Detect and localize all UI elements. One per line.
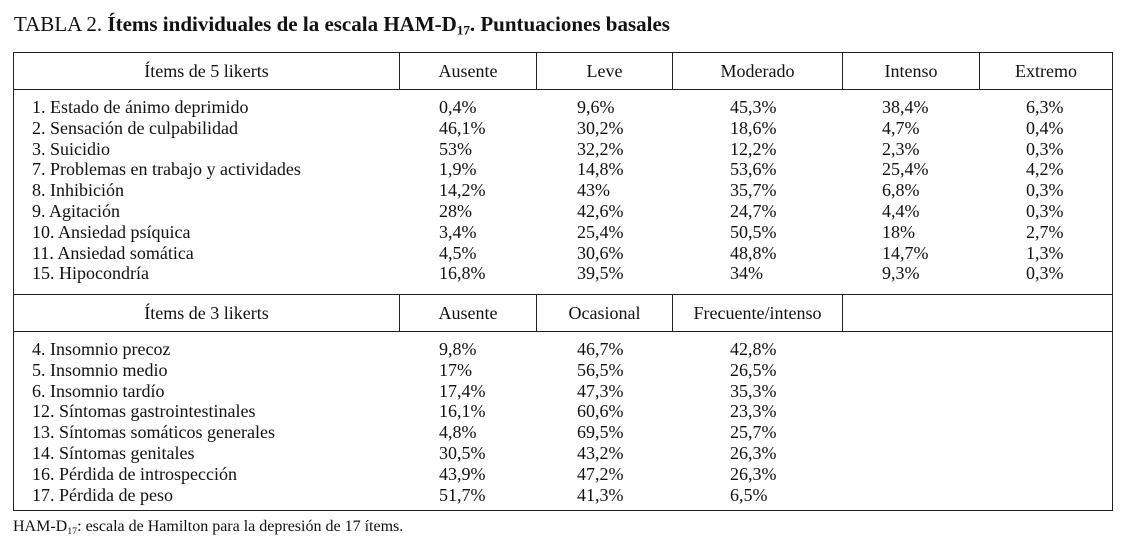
header-cell-empty (842, 295, 1112, 331)
value-cell: 6,3% (1026, 97, 1064, 117)
table-row (14, 360, 1112, 381)
value-cell: 39,5% (577, 263, 624, 284)
item-label: 1. Estado de ánimo deprimido (32, 97, 249, 117)
item-label: 7. Problemas en trabajo y actividades (32, 159, 301, 180)
item-label: 6. Insomnio tardío (32, 380, 165, 401)
value-cell: 56,5% (577, 359, 624, 380)
value-cell: 12,2% (730, 138, 777, 159)
value-cell: 46,7% (577, 339, 624, 359)
caption-prefix: TABLA 2. (14, 12, 103, 36)
value-cell: 17% (439, 359, 472, 380)
header-cell: Ítems de 5 likerts (144, 60, 269, 81)
table-row (14, 263, 1112, 284)
value-cell: 53% (439, 138, 472, 159)
item-label: 17. Pérdida de peso (32, 484, 173, 505)
value-cell: 53,6% (730, 159, 777, 180)
value-cell: 9,8% (439, 339, 477, 359)
value-cell: 69,5% (577, 422, 624, 443)
table-row (14, 443, 1112, 464)
value-cell: 0,3% (1026, 138, 1064, 159)
value-cell: 38,4% (882, 97, 929, 117)
value-cell: 24,7% (730, 200, 777, 221)
value-cell: 45,3% (730, 97, 777, 117)
header-cell: Ocasional (536, 295, 672, 331)
table-row (14, 401, 1112, 422)
header-cell: Intenso (842, 53, 979, 89)
value-cell: 4,7% (882, 117, 920, 138)
item-label: 10. Ansiedad psíquica (32, 221, 191, 242)
value-cell: 23,3% (730, 401, 777, 422)
value-cell: 0,4% (439, 97, 477, 117)
table-row (14, 339, 1112, 360)
value-cell: 17,4% (439, 380, 486, 401)
table-row (14, 381, 1112, 402)
value-cell: 2,7% (1026, 221, 1064, 242)
value-cell: 26,3% (730, 442, 777, 463)
value-cell: 47,2% (577, 463, 624, 484)
header-cell: Moderado (672, 53, 842, 89)
table-row (14, 422, 1112, 443)
header-cell: Ítems de 3 likerts (144, 302, 269, 323)
value-cell: 18% (882, 221, 915, 242)
value-cell: 35,7% (730, 180, 777, 201)
header-row-5-likerts (14, 53, 1112, 90)
value-cell: 9,3% (882, 263, 920, 284)
value-cell: 25,7% (730, 422, 777, 443)
value-cell: 18,6% (730, 117, 777, 138)
table-row (14, 159, 1112, 180)
item-label: 4. Insomnio precoz (32, 339, 171, 359)
value-cell: 48,8% (730, 242, 777, 263)
table-body-3-likerts (14, 339, 1112, 505)
value-cell: 4,5% (439, 242, 477, 263)
item-label: 14. Síntomas genitales (32, 442, 195, 463)
value-cell: 43,9% (439, 463, 486, 484)
table-row (14, 243, 1112, 264)
value-cell: 25,4% (577, 221, 624, 242)
value-cell: 16,8% (439, 263, 486, 284)
value-cell: 9,6% (577, 97, 615, 117)
value-cell: 43% (577, 180, 610, 201)
value-cell: 2,3% (882, 138, 920, 159)
value-cell: 14,7% (882, 242, 929, 263)
table-row (14, 201, 1112, 222)
value-cell: 35,3% (730, 380, 777, 401)
item-label: 8. Inhibición (32, 180, 124, 201)
value-cell: 34% (730, 263, 763, 284)
value-cell: 0,3% (1026, 200, 1064, 221)
caption-title: Ítems individuales de la escala HAM-$D_{17}$. Puntuaciones basales (107, 12, 670, 38)
item-label: 13. Síntomas somáticos generales (32, 422, 275, 443)
header-cell: Ausente (399, 53, 536, 89)
value-cell: 6,8% (882, 180, 920, 201)
value-cell: 32,2% (577, 138, 624, 159)
value-cell: 4,8% (439, 422, 477, 443)
item-label: 12. Síntomas gastrointestinales (32, 401, 256, 422)
value-cell: 46,1% (439, 117, 486, 138)
item-label: 2. Sensación de culpabilidad (32, 117, 238, 138)
value-cell: 6,5% (730, 484, 768, 505)
item-label: 11. Ansiedad somática (32, 242, 194, 263)
header-cell: Leve (536, 53, 672, 89)
table-row (14, 97, 1112, 118)
table-caption (14, 12, 670, 37)
value-cell: 30,2% (577, 117, 624, 138)
table-row (14, 139, 1112, 160)
value-cell: 14,2% (439, 180, 486, 201)
table-row (14, 464, 1112, 485)
header-row-3-likerts (14, 294, 1112, 332)
value-cell: 26,5% (730, 359, 777, 380)
results-table (13, 52, 1113, 511)
header-cell: Frecuente/intenso (672, 295, 842, 331)
value-cell: 0,4% (1026, 117, 1064, 138)
value-cell: 0,3% (1026, 180, 1064, 201)
value-cell: 14,8% (577, 159, 624, 180)
value-cell: 30,6% (577, 242, 624, 263)
value-cell: 42,8% (730, 339, 777, 359)
value-cell: 51,7% (439, 484, 486, 505)
header-cell: Ausente (399, 295, 536, 331)
value-cell: 41,3% (577, 484, 624, 505)
value-cell: 26,3% (730, 463, 777, 484)
value-cell: 1,3% (1026, 242, 1064, 263)
item-label: 5. Insomnio medio (32, 359, 168, 380)
value-cell: 30,5% (439, 442, 486, 463)
value-cell: 0,3% (1026, 263, 1064, 284)
value-cell: 25,4% (882, 159, 929, 180)
item-label: 3. Suicidio (32, 138, 111, 159)
value-cell: 50,5% (730, 221, 777, 242)
value-cell: 4,4% (882, 200, 920, 221)
value-cell: 60,6% (577, 401, 624, 422)
value-cell: 4,2% (1026, 159, 1064, 180)
value-cell: 3,4% (439, 221, 477, 242)
item-label: 15. Hipocondría (32, 263, 149, 284)
header-cell: Extremo (979, 53, 1112, 89)
table-row (14, 180, 1112, 201)
value-cell: 16,1% (439, 401, 486, 422)
item-label: 16. Pérdida de introspección (32, 463, 237, 484)
value-cell: 1,9% (439, 159, 477, 180)
value-cell: 43,2% (577, 442, 624, 463)
value-cell: 47,3% (577, 380, 624, 401)
table-footnote: HAM-$D_{17}$: escala de Hamilton para la depresión de 17 ítems. (13, 518, 404, 537)
table-body-5-likerts (14, 97, 1112, 284)
table-row (14, 222, 1112, 243)
table-row (14, 485, 1112, 506)
table-row (14, 118, 1112, 139)
value-cell: 42,6% (577, 200, 624, 221)
item-label: 9. Agitación (32, 200, 120, 221)
value-cell: 28% (439, 200, 472, 221)
